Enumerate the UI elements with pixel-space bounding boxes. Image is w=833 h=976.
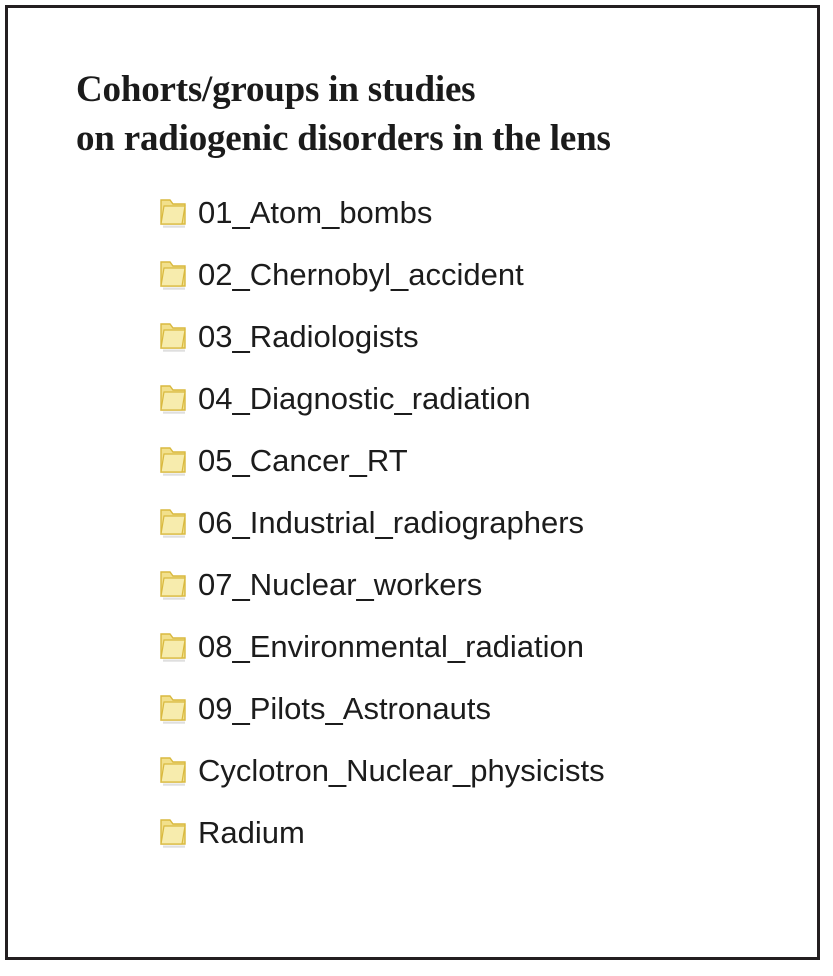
folder-icon (158, 197, 188, 229)
folder-label: 03_Radiologists (198, 319, 419, 355)
page-title-line-1: Cohorts/groups in studies (76, 69, 476, 110)
list-item[interactable] (158, 368, 817, 430)
folder-label: 07_Nuclear_workers (198, 567, 483, 603)
list-item[interactable] (158, 802, 817, 864)
folder-icon (158, 631, 188, 663)
folder-icon (158, 321, 188, 353)
folder-icon (158, 569, 188, 601)
list-item[interactable] (158, 306, 817, 368)
folder-label: 08_Environmental_radiation (198, 629, 585, 665)
folder-label: 05_Cancer_RT (198, 443, 408, 479)
folder-icon (158, 383, 188, 415)
list-item[interactable] (158, 182, 817, 244)
folder-icon (158, 507, 188, 539)
folder-label: 04_Diagnostic_radiation (198, 381, 531, 417)
folder-label: 02_Chernobyl_accident (198, 257, 524, 293)
folder-icon (158, 445, 188, 477)
folder-label: Cyclotron_Nuclear_physicists (198, 753, 605, 789)
folder-label: 06_Industrial_radiographers (198, 505, 585, 541)
folder-label: 01_Atom_bombs (198, 195, 433, 231)
page-title-line-2: on radiogenic disorders in the lens (76, 117, 611, 159)
folder-label: Radium (198, 815, 305, 851)
folder-list (68, 182, 817, 864)
list-item[interactable] (158, 430, 817, 492)
list-item[interactable] (158, 678, 817, 740)
list-item[interactable] (158, 740, 817, 802)
folder-label: 09_Pilots_Astronauts (198, 691, 491, 727)
folder-icon (158, 693, 188, 725)
content-area (8, 8, 817, 957)
list-item[interactable] (158, 616, 817, 678)
folder-icon (158, 755, 188, 787)
list-item[interactable] (158, 492, 817, 554)
list-item[interactable] (158, 244, 817, 306)
list-item[interactable] (158, 554, 817, 616)
folder-icon (158, 817, 188, 849)
folder-icon (158, 259, 188, 291)
page-title (76, 66, 796, 164)
image-frame (5, 5, 820, 960)
